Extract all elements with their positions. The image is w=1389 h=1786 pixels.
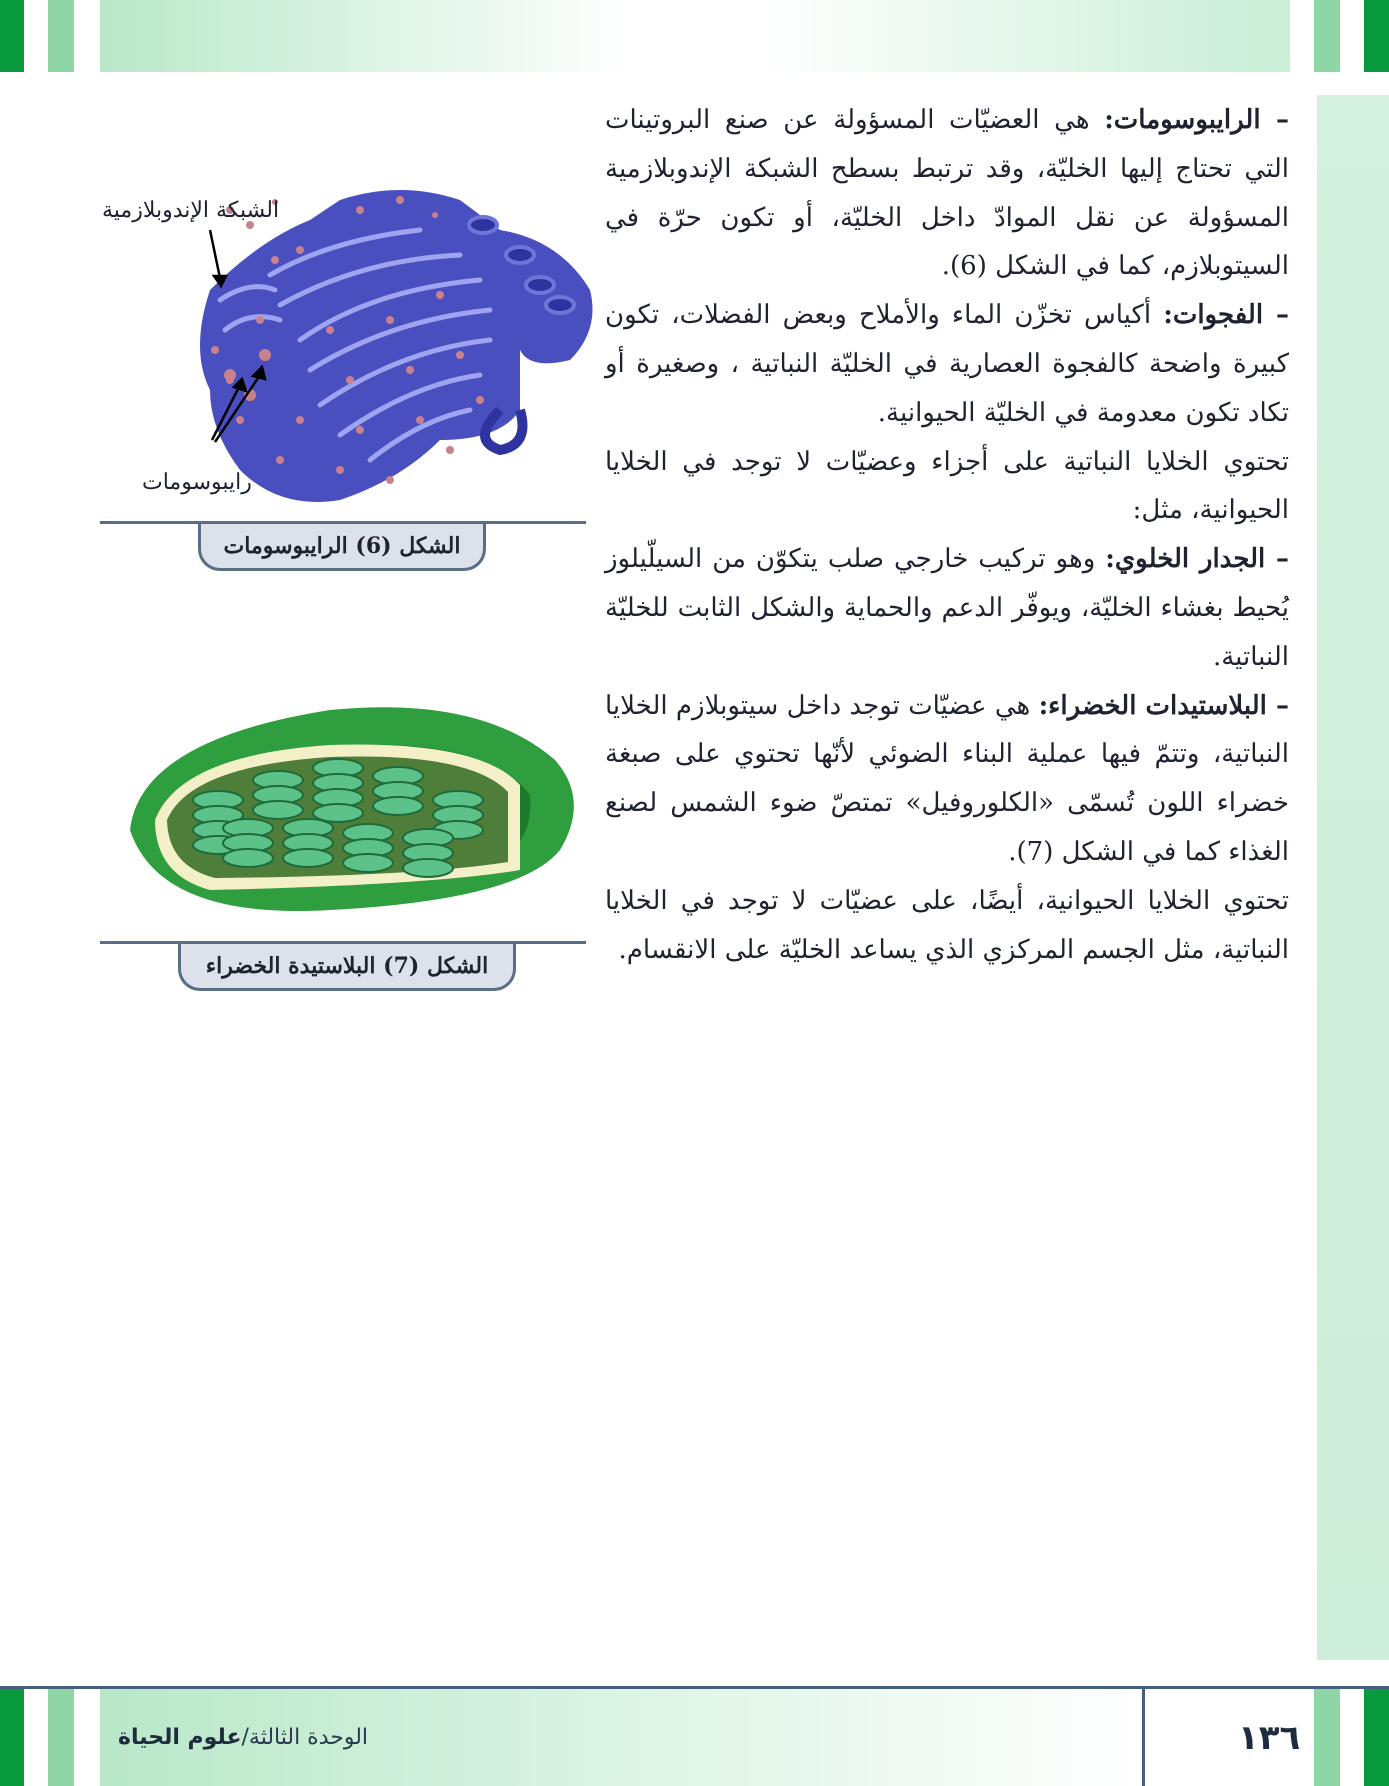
figure-caption: الشكل (6) الرايبوسومات [198, 524, 486, 571]
paragraph-chloroplasts: – البلاستيدات الخضراء: هي عضيّات توجد داخل سيتوبلازم الخلايا النباتية، وتتمّ فيها عملية البناء الضوئي لأنّها تحتوي على صبغة خضراء اللون تُسمّى «الكلوروفيل» تمتصّ ضوء الشمس لصنع الغذاء كما في الشكل (7). [605, 690, 1289, 867]
figure-caption: الشكل (7) البلاستيدة الخضراء [178, 944, 516, 991]
side-decor-strip [1317, 95, 1389, 1660]
paragraph-cell-wall: – الجدار الخلوي: وهو تركيب خارجي صلب يتكوّن من السيلّيلوز يُحيط بغشاء الخليّة، ويوفّر الدعم والحماية والشكل الثابت للخليّة النباتية. [605, 544, 1290, 672]
paragraph-plant-parts: تحتوي الخلايا النباتية على أجزاء وعضيّات لا توجد في الخلايا الحيوانية، مثل: [605, 446, 1289, 526]
label-ribosomes: رايبوسومات [142, 470, 252, 495]
paragraph-animal-organelles: تحتوي الخلايا الحيوانية، أيضًا، على عضيّات لا توجد في الخلايا النباتية، مثل الجسم المركزي الذي يساعد الخليّة على الانقسام. [605, 885, 1289, 965]
chloroplast-illustration [100, 700, 600, 940]
footer-unit-title: الوحدة الثالثة/علوم الحياة [118, 1725, 369, 1750]
figure-ribosomes [100, 180, 600, 580]
paragraph-ribosomes: – الرايبوسومات: هي العضيّات المسؤولة عن صنع البروتينات التي تحتاج إليها الخليّة، وقد ترتبط بسطح الشبكة الإندوبلازمية المسؤولة عن نقل الموادّ داخل الخليّة، أو تكون حرّة في السيتوبلازم، كما في الشكل (6). [605, 105, 1289, 282]
body-text [605, 96, 1289, 974]
page-number: ١٣٦ [1238, 1718, 1301, 1758]
figure-chloroplast [100, 700, 600, 1000]
endoplasmic-reticulum-illustration [100, 180, 600, 520]
label-endoplasmic-reticulum: الشبكة الإندوبلازمية [102, 198, 280, 223]
paragraph-vacuoles: – الفجوات: أكياس تخزّن الماء والأملاح وبعض الفضلات، تكون كبيرة واضحة كالفجوة العصارية في الخليّة النباتية ، وصغيرة أو تكاد تكون معدومة في الخليّة الحيوانية. [605, 300, 1289, 428]
top-decor-band [0, 0, 1389, 72]
